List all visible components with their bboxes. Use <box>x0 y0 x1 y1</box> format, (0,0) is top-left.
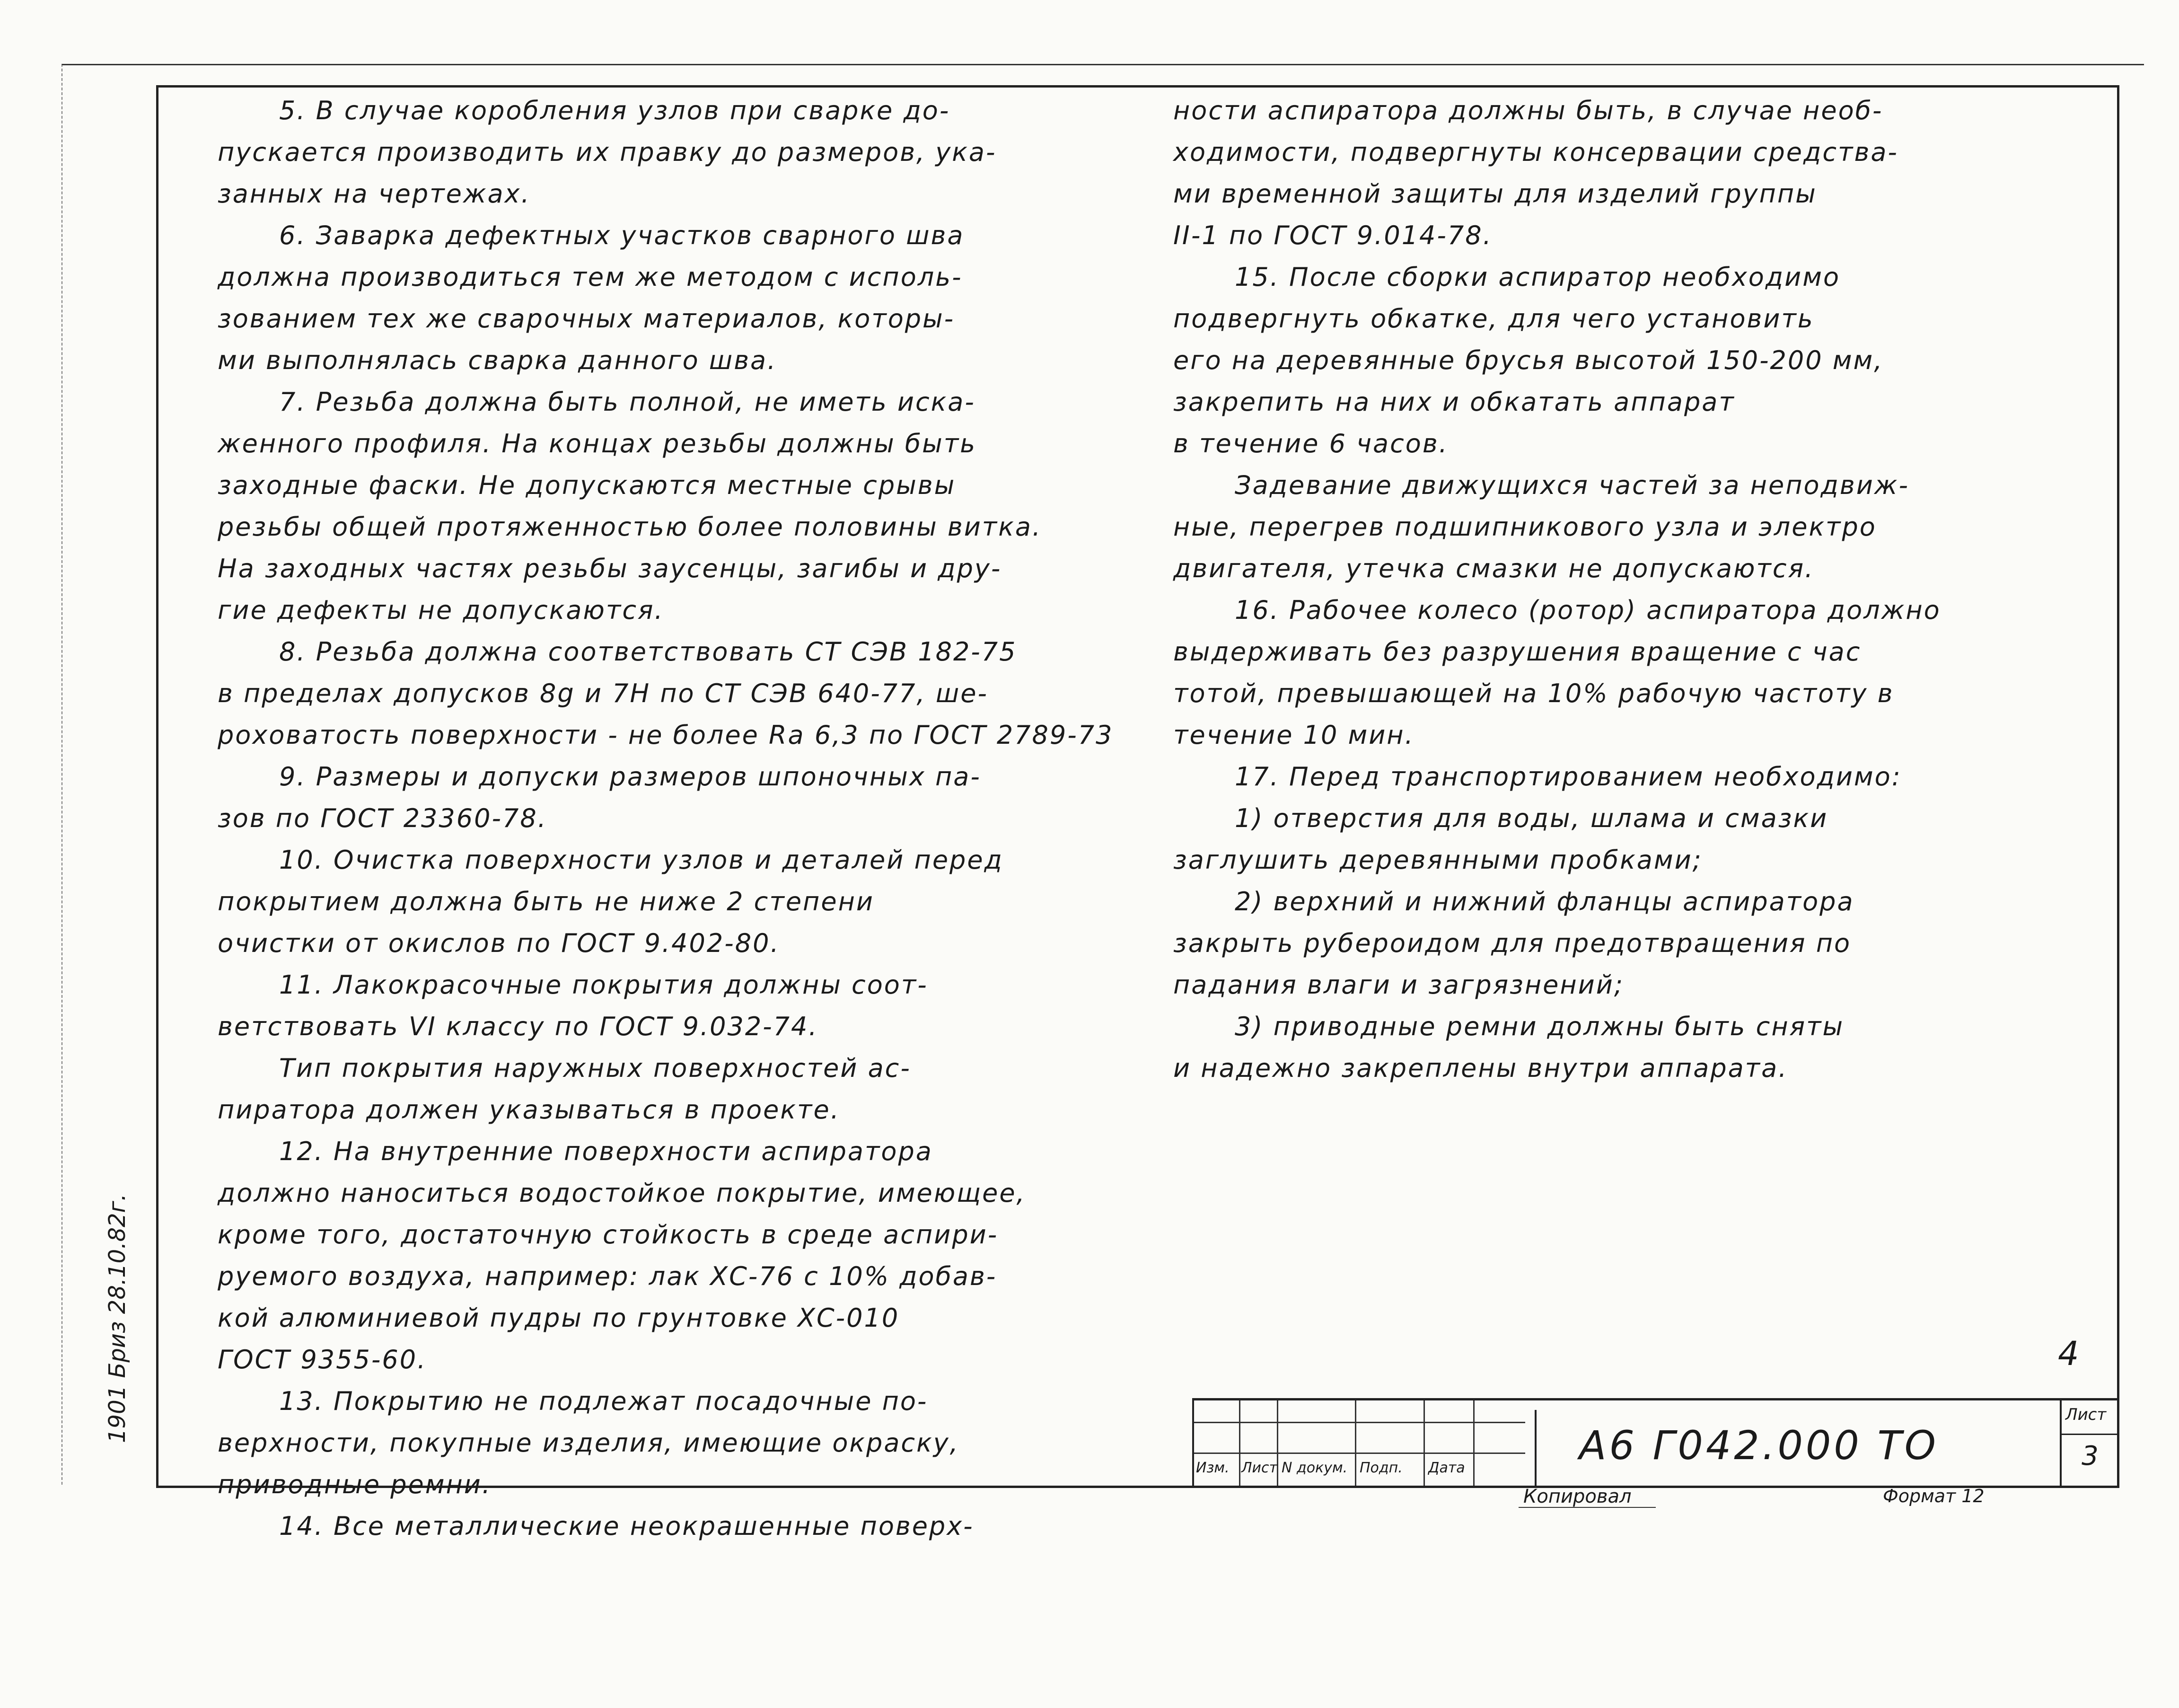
text-line: подвергнуть обкатке, для чего установить <box>1173 304 1814 334</box>
text-line: заходные фаски. Не допускаются местные срывы <box>218 470 956 500</box>
text-line: покрытием должна быть не ниже 2 степени <box>218 887 874 916</box>
format-label: Формат 12 <box>1883 1486 1985 1506</box>
text-line: Задевание движущихся частей за неподвиж- <box>1235 470 1909 500</box>
text-line: роховатость поверхности - не более Ra 6,3 по ГОСТ 2789-73 <box>218 720 1114 750</box>
text-line: в пределах допусков 8g и 7H по СТ СЭВ 640-77, ше- <box>218 678 988 708</box>
text-line: занных на чертежах. <box>218 179 531 209</box>
copied-underline <box>1519 1507 1656 1508</box>
document-code: А6 Г042.000 ТО <box>1535 1410 2008 1486</box>
text-line: На заходных частях резьбы заусенцы, загибы и дру- <box>218 554 1002 583</box>
text-line: ми выполнялась сварка данного шва. <box>218 345 777 375</box>
tb-label-change: Изм. <box>1196 1460 1230 1476</box>
tb-label-date: Дата <box>1428 1460 1465 1476</box>
text-line: 13. Покрытию не подлежат посадочные по- <box>279 1386 928 1416</box>
text-line: 9. Размеры и допуски размеров шпоночных па- <box>279 762 981 792</box>
text-line: 2) верхний и нижний фланцы аспиратора <box>1235 887 1854 916</box>
text-line: приводные ремни. <box>218 1470 492 1499</box>
text-line: руемого воздуха, например: лак ХС-76 с 10% добав- <box>218 1261 997 1291</box>
text-line: ГОСТ 9355-60. <box>218 1345 427 1374</box>
text-line: 14. Все металлические неокрашенные поверх- <box>279 1511 974 1541</box>
text-line: очистки от окислов по ГОСТ 9.402-80. <box>218 928 780 958</box>
text-line: 17. Перед транспортированием необходимо: <box>1235 762 1902 792</box>
text-line: 7. Резьба должна быть полной, не иметь иска- <box>279 387 975 417</box>
tb-label-docnum: N докум. <box>1282 1460 1348 1476</box>
text-line: должно наноситься водостойкое покрытие, имеющее, <box>218 1178 1026 1208</box>
text-line: пиратора должен указываться в проекте. <box>218 1095 840 1125</box>
text-line: резьбы общей протяженностью более половины витка. <box>218 512 1042 542</box>
text-line: падания влаги и загрязнений; <box>1173 970 1625 1000</box>
copied-label: Копировал <box>1523 1486 1632 1507</box>
text-line: ми временной защиты для изделий группы <box>1173 179 1817 209</box>
text-line: течение 10 мин. <box>1173 720 1415 750</box>
text-line: ности аспиратора должны быть, в случае необ- <box>1173 96 1883 125</box>
text-line: 3) приводные ремни должны быть сняты <box>1235 1012 1845 1041</box>
text-line: тотой, превышающей на 10% рабочую частоту в <box>1173 678 1894 708</box>
tb-label-sheet: Лист <box>1241 1460 1278 1476</box>
text-line: женного профиля. На концах резьбы должны быть <box>218 429 977 458</box>
text-line: выдерживать без разрушения вращение с час <box>1173 637 1862 667</box>
text-line: 1) отверстия для воды, шлама и смазки <box>1235 803 1828 833</box>
text-line: II-1 по ГОСТ 9.014-78. <box>1173 220 1493 250</box>
text-line: в течение 6 часов. <box>1173 429 1449 458</box>
text-line: 15. После сборки аспиратор необходимо <box>1235 262 1841 292</box>
text-line: ходимости, подвергнуты консервации средства- <box>1173 137 1898 167</box>
margin-note-text: 1901 Бриз 28.10.82г. <box>104 1193 131 1443</box>
margin-note <box>104 1193 151 1708</box>
text-line: должна производиться тем же методом с исполь- <box>218 262 963 292</box>
text-line: 16. Рабочее колесо (ротор) аспиратора должно <box>1235 595 1941 625</box>
text-line: кой алюминиевой пудры по грунтовке ХС-010 <box>218 1303 900 1333</box>
text-line: ные, перегрев подшипникового узла и электро <box>1173 512 1877 542</box>
page-mark: 4 <box>2058 1334 2079 1373</box>
sheet-number: 3 <box>2062 1434 2118 1478</box>
text-line: 6. Заварка дефектных участков сварного шва <box>279 220 965 250</box>
text-line: и надежно закреплены внутри аппарата. <box>1173 1053 1788 1083</box>
text-line: ветствовать VI классу по ГОСТ 9.032-74. <box>218 1012 818 1041</box>
text-line: закрепить на них и обкатать аппарат <box>1173 387 1735 417</box>
text-line: пускается производить их правку до размеров, ука- <box>218 137 997 167</box>
text-line: закрыть рубероидом для предотвращения по <box>1173 928 1852 958</box>
text-line: заглушить деревянными пробками; <box>1173 845 1703 875</box>
text-line: 12. На внутренние поверхности аспиратора <box>279 1136 933 1166</box>
text-line: гие дефекты не допускаются. <box>218 595 664 625</box>
text-line: 8. Резьба должна соответствовать СТ СЭВ 182-75 <box>279 637 1017 667</box>
text-line: зованием тех же сварочных материалов, которы- <box>218 304 955 334</box>
text-line: 10. Очистка поверхности узлов и деталей перед <box>279 845 1003 875</box>
sheet-label: Лист <box>2065 1405 2107 1424</box>
text-line: его на деревянные брусья высотой 150-200 мм, <box>1173 345 1884 375</box>
text-line: верхности, покупные изделия, имеющие окраску, <box>218 1428 959 1458</box>
text-line: двигателя, утечка смазки не допускаются. <box>1173 554 1815 583</box>
text-line: 5. В случае коробления узлов при сварке до- <box>279 96 950 125</box>
text-column-right <box>1173 90 2100 1089</box>
text-line: Тип покрытия наружных поверхностей ас- <box>279 1053 911 1083</box>
text-line: 11. Лакокрасочные покрытия должны соот- <box>279 970 928 1000</box>
text-line: кроме того, достаточную стойкость в среде аспири- <box>218 1220 999 1250</box>
tb-label-sign: Подп. <box>1360 1460 1403 1476</box>
sheet-cell <box>2060 1400 2121 1486</box>
text-line: зов по ГОСТ 23360-78. <box>218 803 547 833</box>
title-block <box>1192 1398 2119 1486</box>
text-column-left <box>218 90 1154 1547</box>
revision-grid <box>1194 1400 1525 1486</box>
